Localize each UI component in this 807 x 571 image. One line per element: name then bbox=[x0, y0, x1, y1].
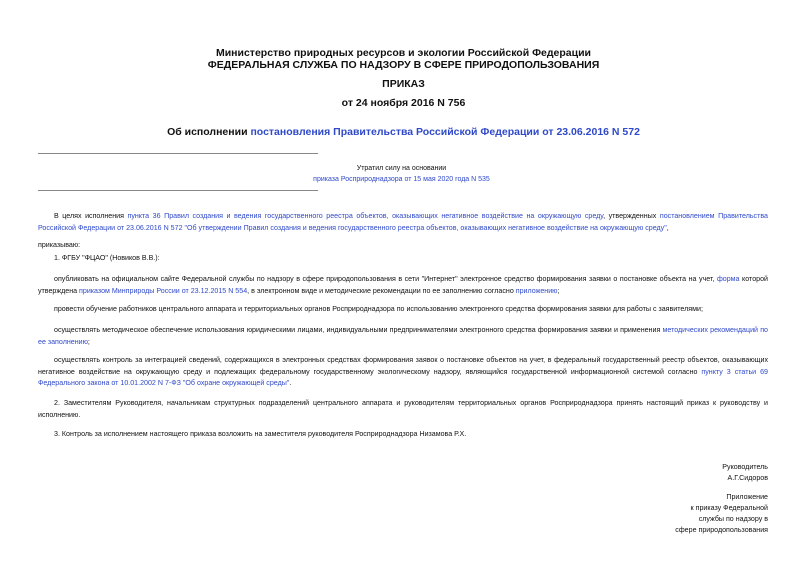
appendix-link[interactable]: приложению bbox=[515, 286, 558, 295]
document-title bbox=[0, 126, 807, 138]
appendix-line-3: службы по надзору в bbox=[698, 515, 768, 523]
divider-top bbox=[38, 153, 318, 154]
subitem-publish-text: опубликовать на официальном сайте Федеральной службы по надзору в сфере природопользования в сети "Интернет" электронное средство формирования заявки о постановке объекта на учет, bbox=[54, 275, 717, 283]
lost-force-label: Утратил силу на основании bbox=[356, 165, 447, 172]
ministry-name: Министерство природных ресурсов и экологии Российской Федерации bbox=[215, 47, 592, 59]
intro-text: В целях исполнения bbox=[54, 212, 128, 220]
methodical-recommendations-link[interactable]: методических рекомендаций по ее заполнению bbox=[38, 326, 768, 346]
lost-force-note bbox=[300, 163, 503, 185]
title-prefix: Об исполнении bbox=[167, 126, 251, 138]
item-1: 1. ФГБУ "ФЦАО" (Новиков В.В.): bbox=[54, 254, 160, 262]
document-type: ПРИКАЗ bbox=[382, 78, 425, 90]
item-3: 3. Контроль за исполнением настоящего приказа возложить на заместителя руководителя Росприроднадзора Низамова Р.Х. bbox=[54, 430, 467, 438]
subitem-methodical-text: осуществлять методическое обеспечение использования юридическими лицами, индивидуальными предпринимателями электронного средства формирования заявки и применения bbox=[54, 326, 663, 334]
subitem-publish-text-3: , в электронном виде и методические рекомендации по ее заполнению согласно bbox=[247, 286, 516, 295]
signature-block bbox=[722, 462, 768, 484]
subitem-publish-text-2: которой утверждена bbox=[38, 275, 768, 295]
document-date: от 24 ноября 2016 N 756 bbox=[341, 97, 466, 109]
subitem-methodical bbox=[38, 325, 768, 348]
form-link[interactable]: форма bbox=[716, 275, 740, 283]
appendix-line-4: сфере природопользования bbox=[675, 526, 768, 534]
order-word: приказываю: bbox=[38, 241, 81, 249]
signature-name: А.Г.Сидоров bbox=[727, 474, 768, 482]
item-2: 2. Заместителям Руководителя, начальникам структурных подразделений центрального аппарата и руководителям территориальных органов Росприроднадзора принять настоящий приказ к руководству и исполнению. bbox=[38, 399, 768, 419]
appendix-title: Приложение bbox=[726, 493, 768, 501]
government-decree-link[interactable]: постановлением Правительства Российской Федерации от 23.06.2016 N 572 "Об утверждении Правил создания и ведения государственного реестра объектов, оказывающих негативное воздействие на окружающую среду" bbox=[38, 212, 768, 232]
subitem-control-text-2: . bbox=[289, 379, 292, 387]
lost-force-link[interactable]: приказа Росприроднадзора от 15 мая 2020 года N 535 bbox=[313, 176, 490, 183]
signature-role: Руководитель bbox=[722, 463, 768, 471]
subitem-publish-text-4: ; bbox=[557, 286, 560, 295]
subitem-methodical-text-2: ; bbox=[87, 337, 90, 346]
subitem-publish bbox=[38, 274, 768, 297]
appendix-line-2: к приказу Федеральной bbox=[690, 504, 768, 512]
subitem-control-text: осуществлять контроль за интеграцией сведений, содержащихся в электронных средствах формирования заявок о постановке объектов на учет, в федеральный государственный реестр объектов, оказывающих негативное воздействие на окружающую среду и подлежащих федеральному государственному экологическому надзору, являющийся государственной информационной системой согласно bbox=[38, 356, 768, 376]
intro-paragraph bbox=[38, 211, 768, 234]
rules-point-36-link[interactable]: пункта 36 Правил создания и ведения государственного реестра объектов, оказывающих негативное воздействие на окружающую среду bbox=[127, 212, 604, 220]
subitem-control bbox=[38, 355, 768, 390]
divider-bottom bbox=[38, 190, 318, 191]
subitem-training: провести обучение работников центрального аппарата и территориальных органов Росприроднадзора по использованию электронного средства формирования заявки для работы с заявителями; bbox=[54, 305, 703, 313]
agency-name: ФЕДЕРАЛЬНАЯ СЛУЖБА ПО НАДЗОРУ В СФЕРЕ ПРИРОДОПОЛЬЗОВАНИЯ bbox=[207, 59, 600, 71]
intro-text-3: , bbox=[666, 223, 669, 232]
intro-text-2: , утвержденных bbox=[603, 212, 660, 220]
minprirody-order-link[interactable]: приказом Минприроды России от 23.12.2015 N 554 bbox=[79, 286, 248, 295]
appendix-block bbox=[675, 492, 768, 536]
title-decree-link[interactable]: постановления Правительства Российской Федерации от 23.06.2016 N 572 bbox=[250, 126, 640, 138]
federal-law-link[interactable]: пункту 3 статьи 69 Федерального закона от 10.01.2002 N 7-ФЗ "Об охране окружающей среды" bbox=[38, 367, 768, 387]
